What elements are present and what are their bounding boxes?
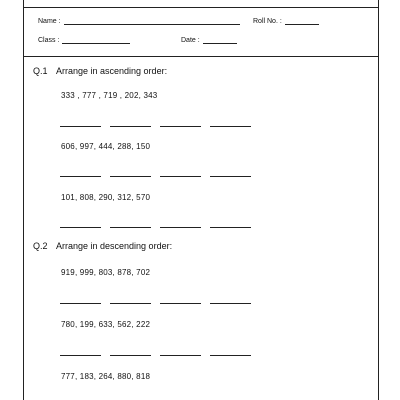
class-label: Class : [38, 37, 60, 44]
name-blank[interactable] [64, 16, 240, 25]
question-1-number: Q.1 [33, 66, 48, 76]
answer-blank[interactable] [210, 302, 251, 304]
name-label: Name : [38, 18, 61, 25]
question-1-instruction: Arrange in ascending order: [56, 66, 168, 76]
top-border [24, 7, 378, 8]
q2-set-1-numbers: 919, 999, 803, 878, 702 [61, 268, 151, 277]
question-2-number: Q.2 [33, 241, 48, 251]
answer-blank[interactable] [60, 354, 101, 356]
answer-blank[interactable] [110, 354, 151, 356]
q1-set-2-answer-blanks [60, 175, 251, 177]
answer-blank[interactable] [210, 354, 251, 356]
answer-blank[interactable] [210, 226, 251, 228]
q2-set-2-numbers: 780, 199, 633, 562, 222 [61, 320, 151, 329]
answer-blank[interactable] [160, 125, 201, 127]
q2-set-2-answer-blanks [60, 354, 251, 356]
date-blank[interactable] [203, 35, 237, 44]
question-2-instruction: Arrange in descending order: [56, 241, 173, 251]
answer-blank[interactable] [210, 175, 251, 177]
date-field [181, 35, 237, 44]
answer-blank[interactable] [60, 226, 101, 228]
roll-field [253, 16, 319, 25]
question-1-title [33, 66, 167, 76]
class-blank[interactable] [62, 35, 130, 44]
q1-set-3-answer-blanks [60, 226, 251, 228]
answer-blank[interactable] [60, 125, 101, 127]
class-field [38, 35, 130, 44]
answer-blank[interactable] [210, 125, 251, 127]
date-label: Date : [181, 37, 200, 44]
answer-blank[interactable] [160, 226, 201, 228]
question-2-title [33, 241, 172, 251]
answer-blank[interactable] [160, 354, 201, 356]
answer-blank[interactable] [110, 302, 151, 304]
q2-set-3-numbers: 777, 183, 264, 880, 818 [61, 372, 151, 381]
answer-blank[interactable] [110, 125, 151, 127]
q1-set-1-numbers: 333 , 777 , 719 , 202, 343 [61, 91, 158, 100]
roll-blank[interactable] [285, 16, 319, 25]
answer-blank[interactable] [110, 226, 151, 228]
answer-blank[interactable] [160, 175, 201, 177]
q1-set-3-numbers: 101, 808, 290, 312, 570 [61, 193, 151, 202]
answer-blank[interactable] [60, 302, 101, 304]
q1-set-2-numbers: 606, 997, 444, 288, 150 [61, 142, 151, 151]
roll-label: Roll No. : [253, 18, 282, 25]
worksheet [23, 0, 379, 400]
q2-set-1-answer-blanks [60, 302, 251, 304]
answer-blank[interactable] [160, 302, 201, 304]
name-field [38, 16, 240, 25]
q1-set-1-answer-blanks [60, 125, 251, 127]
answer-blank[interactable] [60, 175, 101, 177]
answer-blank[interactable] [110, 175, 151, 177]
header-divider [24, 56, 378, 57]
